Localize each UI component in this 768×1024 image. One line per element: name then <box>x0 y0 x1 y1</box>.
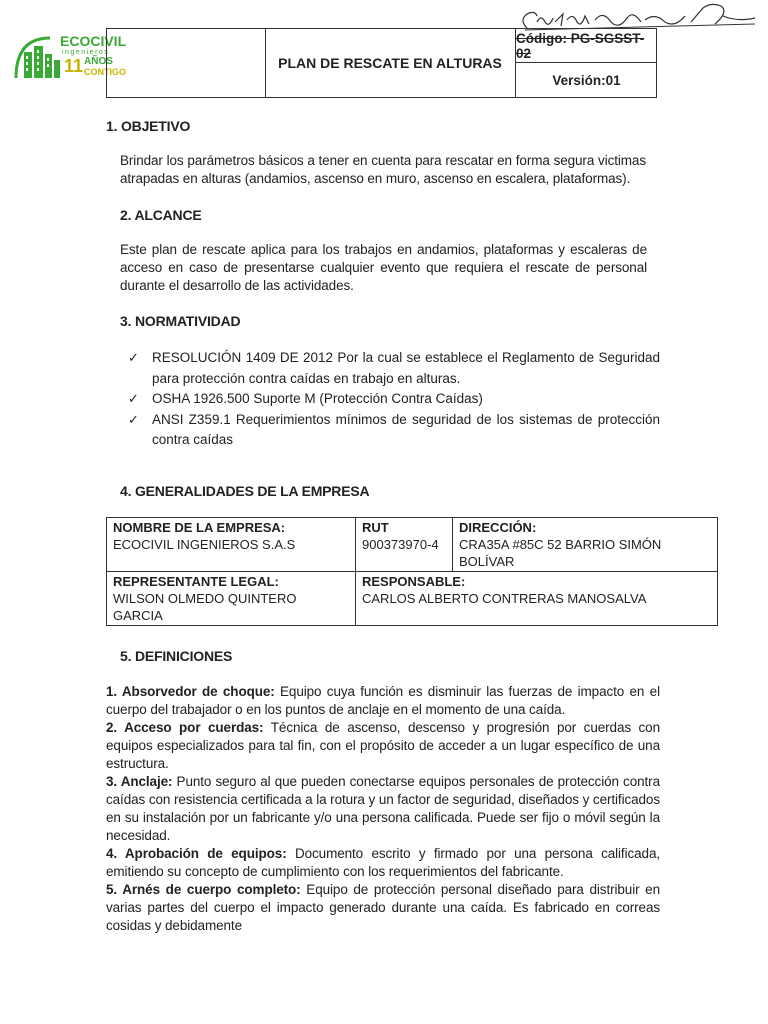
svg-text:CONTIGO: CONTIGO <box>84 67 126 77</box>
list-item: 4. Aprobación de equipos: Documento escrito y firmado por una persona calificada, emitiendo su concepto de cumplimiento con los requerimientos del fabricante. <box>106 846 661 879</box>
list-item: ✓ RESOLUCIÓN 1409 DE 2012 Por la cual se establece el Reglamento de Seguridad para protección contra caídas en trabajo en alturas. <box>128 350 660 386</box>
definitions-list <box>106 683 660 935</box>
document-title: PLAN DE RESCATE EN ALTURAS <box>265 29 516 97</box>
section-heading-objetivo: 1. OBJETIVO <box>106 118 191 134</box>
document-code-text: Código: PG-SGSST-02 <box>516 30 645 61</box>
section-heading-normatividad: 3. NORMATIVIDAD <box>120 313 241 329</box>
document-version: Versión:01 <box>552 72 621 88</box>
table-cell: RUT 900373970-4 <box>356 518 453 572</box>
svg-text:AÑOS: AÑOS <box>84 56 113 67</box>
section-heading-alcance: 2. ALCANCE <box>120 207 202 223</box>
company-info-table <box>106 517 718 626</box>
list-item: 5. Arnés de cuerpo completo: Equipo de protección personal diseñado para distribuir en varias partes del cuerpo el impacto generado durante una caída. Es fabricado en correas cosidas y debidamente <box>106 882 660 933</box>
section-heading-generalidades: 4. GENERALIDADES DE LA EMPRESA <box>120 483 370 499</box>
list-item: 3. Anclaje: Punto seguro al que pueden conectarse equipos personales de protección contra caídas con resistencia certificada a la rotura y un factor de seguridad, diseñados y certificados en su instalación por un fabricante y/o una persona calificada. Puede ser fijo o móvil según la necesidad. <box>106 774 660 843</box>
list-item: 2. Acceso por cuerdas: Técnica de ascenso, descenso y progresión por cuerdas con equipos especializados para tal fin, con el propósito de acceder a un lugar específico de una estructura. <box>106 720 661 771</box>
check-icon: ✓ <box>128 411 139 427</box>
list-item: ✓ ANSI Z359.1 Requerimientos mínimos de seguridad de los sistemas de protección contra caídas <box>128 411 660 447</box>
svg-text:11: 11 <box>64 56 84 76</box>
document-header <box>106 28 657 98</box>
logo-cell <box>107 29 266 97</box>
table-row <box>107 518 718 572</box>
svg-text:ingenieros: ingenieros <box>62 49 110 56</box>
table-cell: REPRESENTANTE LEGAL: WILSON OLMEDO QUINTERO GARCIA <box>107 572 356 626</box>
table-row <box>107 572 718 626</box>
check-icon: ✓ <box>128 391 139 406</box>
alcance-text: Este plan de rescate aplica para los trabajos en andamios, plataformas y escaleras de acceso en caso de presentarse cualquier evento que requiera el rescate de personal durante el desarrollo de las actividades. <box>120 242 647 293</box>
building-icon <box>16 38 60 78</box>
section-heading-definiciones: 5. DEFINICIONES <box>120 648 233 664</box>
document-code <box>516 29 657 63</box>
check-icon: ✓ <box>128 350 139 365</box>
table-cell: DIRECCIÓN: CRA35A #85C 52 BARRIO SIMÓN BOLÍVAR <box>453 518 718 572</box>
svg-text:ECOCIVIL: ECOCIVIL <box>60 33 127 49</box>
list-item: ✓ OSHA 1926.500 Suporte M (Protección Contra Caídas) <box>128 389 660 410</box>
table-cell: NOMBRE DE LA EMPRESA: ECOCIVIL INGENIEROS S.A.S <box>107 518 356 572</box>
table-cell: RESPONSABLE: CARLOS ALBERTO CONTRERAS MANOSALVA <box>356 572 718 626</box>
normatividad-list <box>128 348 660 451</box>
objetivo-text: Brindar los parámetros básicos a tener en cuenta para rescatar en forma segura victimas atrapadas en alturas (andamios, ascenso en muro, ascenso en escalera, plataformas). <box>120 153 646 186</box>
list-item: 1. Absorvedor de choque: Equipo cuya función es disminuir las fuerzas de impacto en el cuerpo del trabajador o en los puntos de anclaje en el momento de una caída. <box>106 684 660 717</box>
